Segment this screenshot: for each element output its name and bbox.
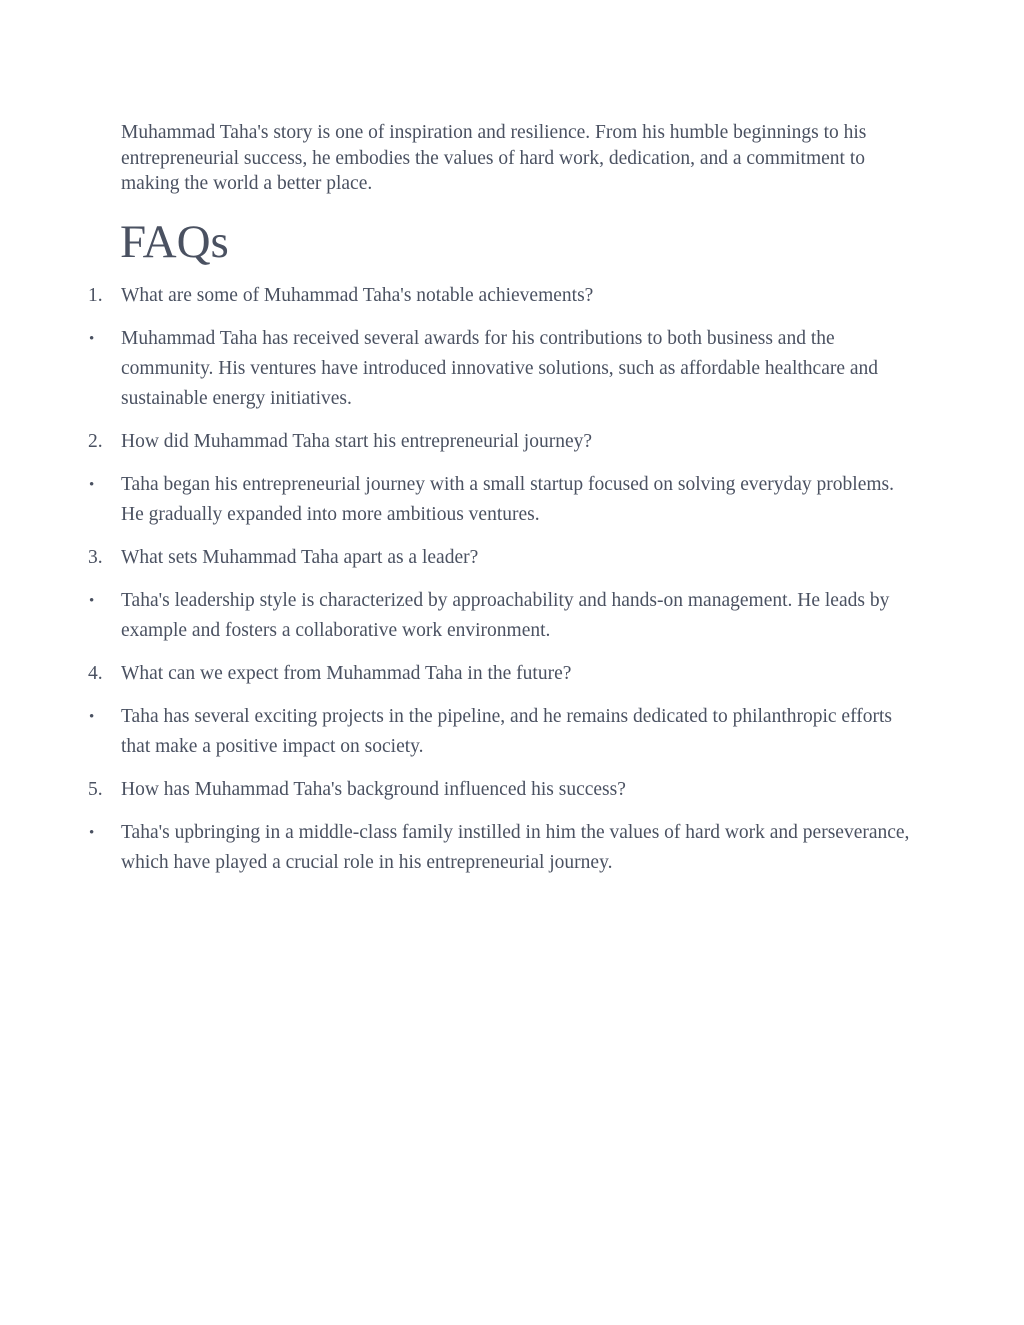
faq-number: 4. (88, 663, 103, 684)
faq-answer-text: Taha's upbringing in a middle-class family instilled in him the values of hard work and perseverance, which have played a crucial role in his entrepreneurial journey. (121, 822, 910, 873)
faq-number: 2. (88, 431, 103, 452)
faq-answer-text: Muhammad Taha has received several awards for his contributions to both business and the community. His ventures have introduced innovative solutions, such as affordable healthcare and sustainable energy initiatives. (121, 328, 879, 409)
faq-question (0, 775, 911, 805)
faq-question-text: How has Muhammad Taha's background influenced his success? (121, 779, 626, 800)
faq-question-text: What are some of Muhammad Taha's notable achievements? (121, 285, 594, 306)
faq-question (0, 659, 911, 689)
faq-question-text: What can we expect from Muhammad Taha in the future? (121, 663, 572, 684)
faq-list (0, 281, 1024, 891)
faq-question (0, 543, 911, 573)
faq-answer-text: Taha has several exciting projects in the pipeline, and he remains dedicated to philanthropic efforts that make a positive impact on society. (121, 706, 892, 757)
faq-question-text: How did Muhammad Taha start his entrepreneurial journey? (121, 431, 593, 452)
faq-question (0, 281, 911, 311)
faq-number: 1. (88, 285, 103, 306)
faq-number: 5. (88, 779, 103, 800)
faq-answer (0, 702, 911, 762)
bullet-icon: • (89, 331, 95, 347)
faq-number: 3. (88, 547, 103, 568)
faq-question (0, 427, 911, 457)
faq-answer (0, 586, 911, 646)
faq-heading: FAQs (120, 216, 229, 268)
bullet-icon: • (89, 709, 95, 725)
faq-answer (0, 818, 911, 878)
faq-answer-text: Taha's leadership style is characterized by approachability and hands-on management. He leads by example and fosters a collaborative work environment. (121, 590, 890, 641)
faq-answer (0, 324, 911, 414)
intro-paragraph: Muhammad Taha's story is one of inspiration and resilience. From his humble beginnings to his entrepreneurial success, he embodies the values of hard work, dedication, and a commitment to making the world a better place. (121, 122, 867, 194)
bullet-icon: • (89, 477, 95, 493)
faq-question-text: What sets Muhammad Taha apart as a leader? (121, 547, 479, 568)
bullet-icon: • (89, 825, 95, 841)
bullet-icon: • (89, 593, 95, 609)
faq-answer-text: Taha began his entrepreneurial journey with a small startup focused on solving everyday problems. He gradually expanded into more ambitious ventures. (121, 474, 894, 525)
faq-answer (0, 470, 911, 530)
